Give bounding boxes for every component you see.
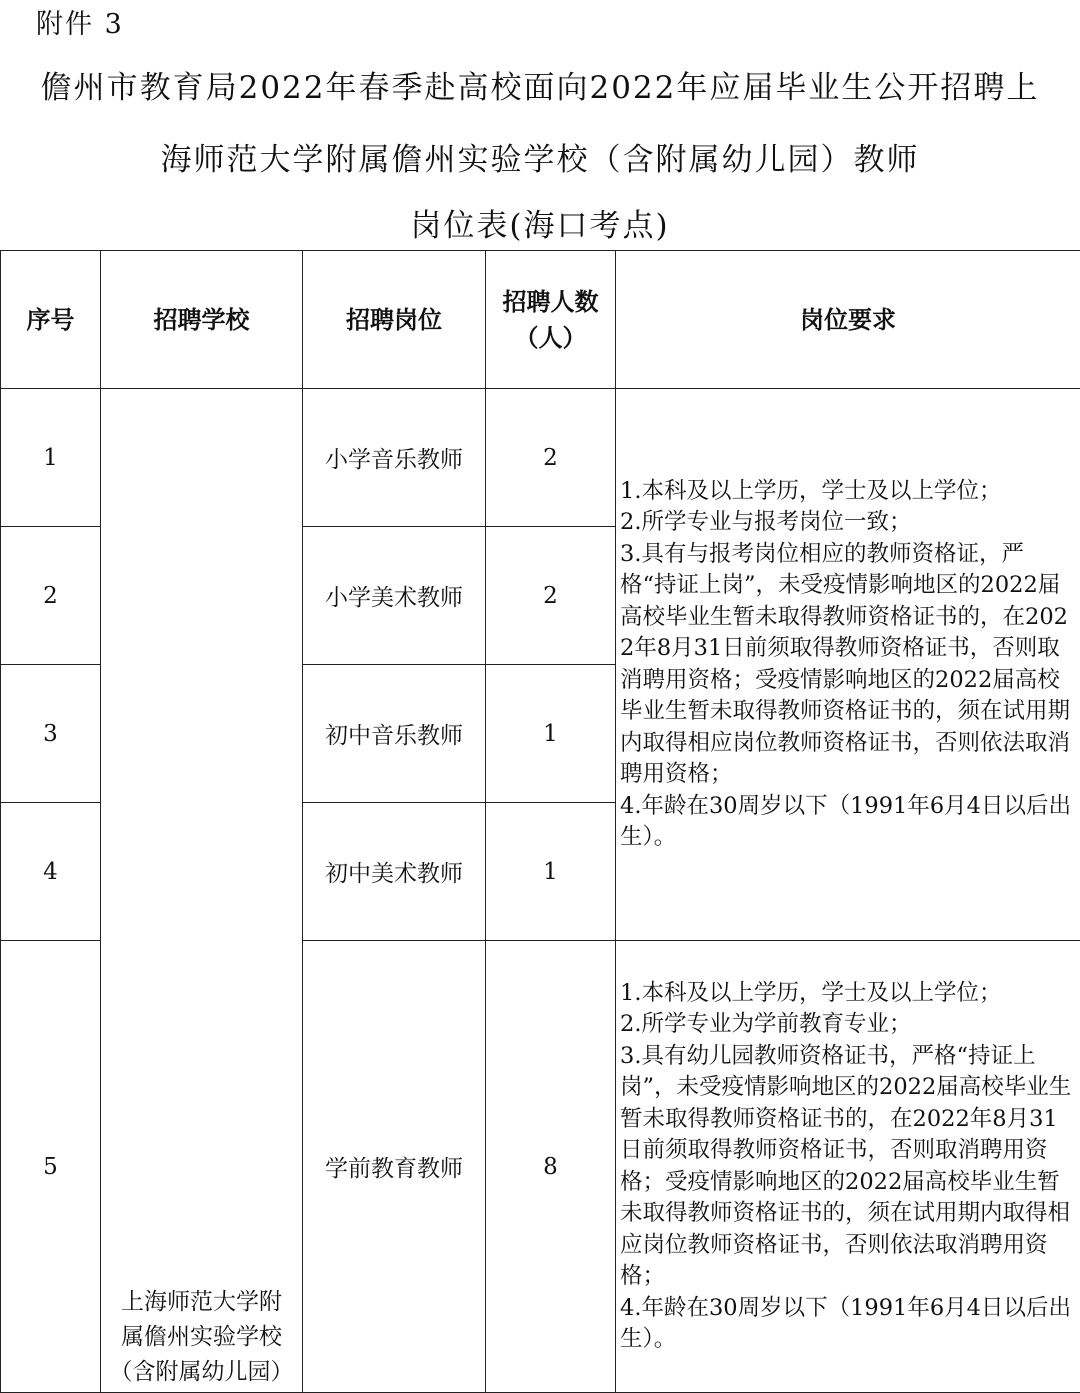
row-position: 小学美术教师 (303, 527, 486, 665)
header-school: 招聘学校 (101, 251, 303, 389)
title-line-1: 儋州市教育局2022年春季赴高校面向2022年应届毕业生公开招聘上 (0, 62, 1080, 107)
header-count (486, 251, 616, 389)
requirement-item: 3.具有与报考岗位相应的教师资格证，严格“持证上岗”，未受疫情影响地区的2022届高校毕业生暂未取得教师资格证书的，在2022年8月31日前须取得教师资格证书，否则取消聘用资格；受疫情影响地区的2022届高校毕业生暂未取得教师资格证书的，须在试用期内取得相应岗位教师资格证书，否则依法取消聘用资格； (620, 539, 1078, 791)
requirement-item: 4.年龄在30周岁以下（1991年6月4日以后出生）。 (620, 791, 1078, 854)
row-count: 1 (486, 803, 616, 941)
school-name-line1: 上海师范大学附 (101, 1285, 302, 1320)
row-position: 学前教育教师 (303, 941, 486, 1393)
table-header-row (1, 251, 1080, 389)
row-position: 小学音乐教师 (303, 389, 486, 527)
requirement-item: 4.年龄在30周岁以下（1991年6月4日以后出生）。 (620, 1293, 1078, 1356)
row-count: 8 (486, 941, 616, 1393)
title-line-3: 岗位表(海口考点) (0, 200, 1080, 245)
requirement-item: 2.所学专业为学前教育专业； (620, 1009, 1078, 1041)
header-count-line2: （人） (486, 320, 615, 356)
requirements-cell-2 (616, 941, 1080, 1393)
row-position: 初中音乐教师 (303, 665, 486, 803)
header-count-line1: 招聘人数 (486, 284, 615, 320)
requirement-item: 1.本科及以上学历，学士及以上学位； (620, 476, 1078, 508)
positions-table (0, 250, 1080, 1393)
requirements-cell-1 (616, 389, 1080, 941)
school-name-line2: 属儋州实验学校 (101, 1320, 302, 1355)
row-count: 2 (486, 389, 616, 527)
row-index: 1 (1, 389, 101, 527)
school-name-line3: （含附属幼儿园） (101, 1355, 302, 1390)
requirement-item: 2.所学专业与报考岗位一致； (620, 507, 1078, 539)
header-requirements: 岗位要求 (616, 251, 1080, 389)
school-name-cell (101, 389, 303, 1393)
requirement-item: 1.本科及以上学历，学士及以上学位； (620, 978, 1078, 1010)
row-count: 2 (486, 527, 616, 665)
header-position: 招聘岗位 (303, 251, 486, 389)
row-index: 4 (1, 803, 101, 941)
header-index: 序号 (1, 251, 101, 389)
row-index: 3 (1, 665, 101, 803)
table-row (1, 389, 1080, 527)
title-line-2: 海师范大学附属儋州实验学校（含附属幼儿园）教师 (0, 134, 1080, 179)
row-count: 1 (486, 665, 616, 803)
requirement-item: 3.具有幼儿园教师资格证书，严格“持证上岗”，未受疫情影响地区的2022届高校毕业生暂未取得教师资格证书的，在2022年8月31日前须取得教师资格证书，否则取消聘用资格；受疫情影响地区的2022届高校毕业生暂未取得教师资格证书的，须在试用期内取得相应岗位教师资格证书，否则依法取消聘用资格； (620, 1041, 1078, 1293)
row-position: 初中美术教师 (303, 803, 486, 941)
row-index: 2 (1, 527, 101, 665)
attachment-label: 附件 3 (36, 2, 124, 41)
row-index: 5 (1, 941, 101, 1393)
